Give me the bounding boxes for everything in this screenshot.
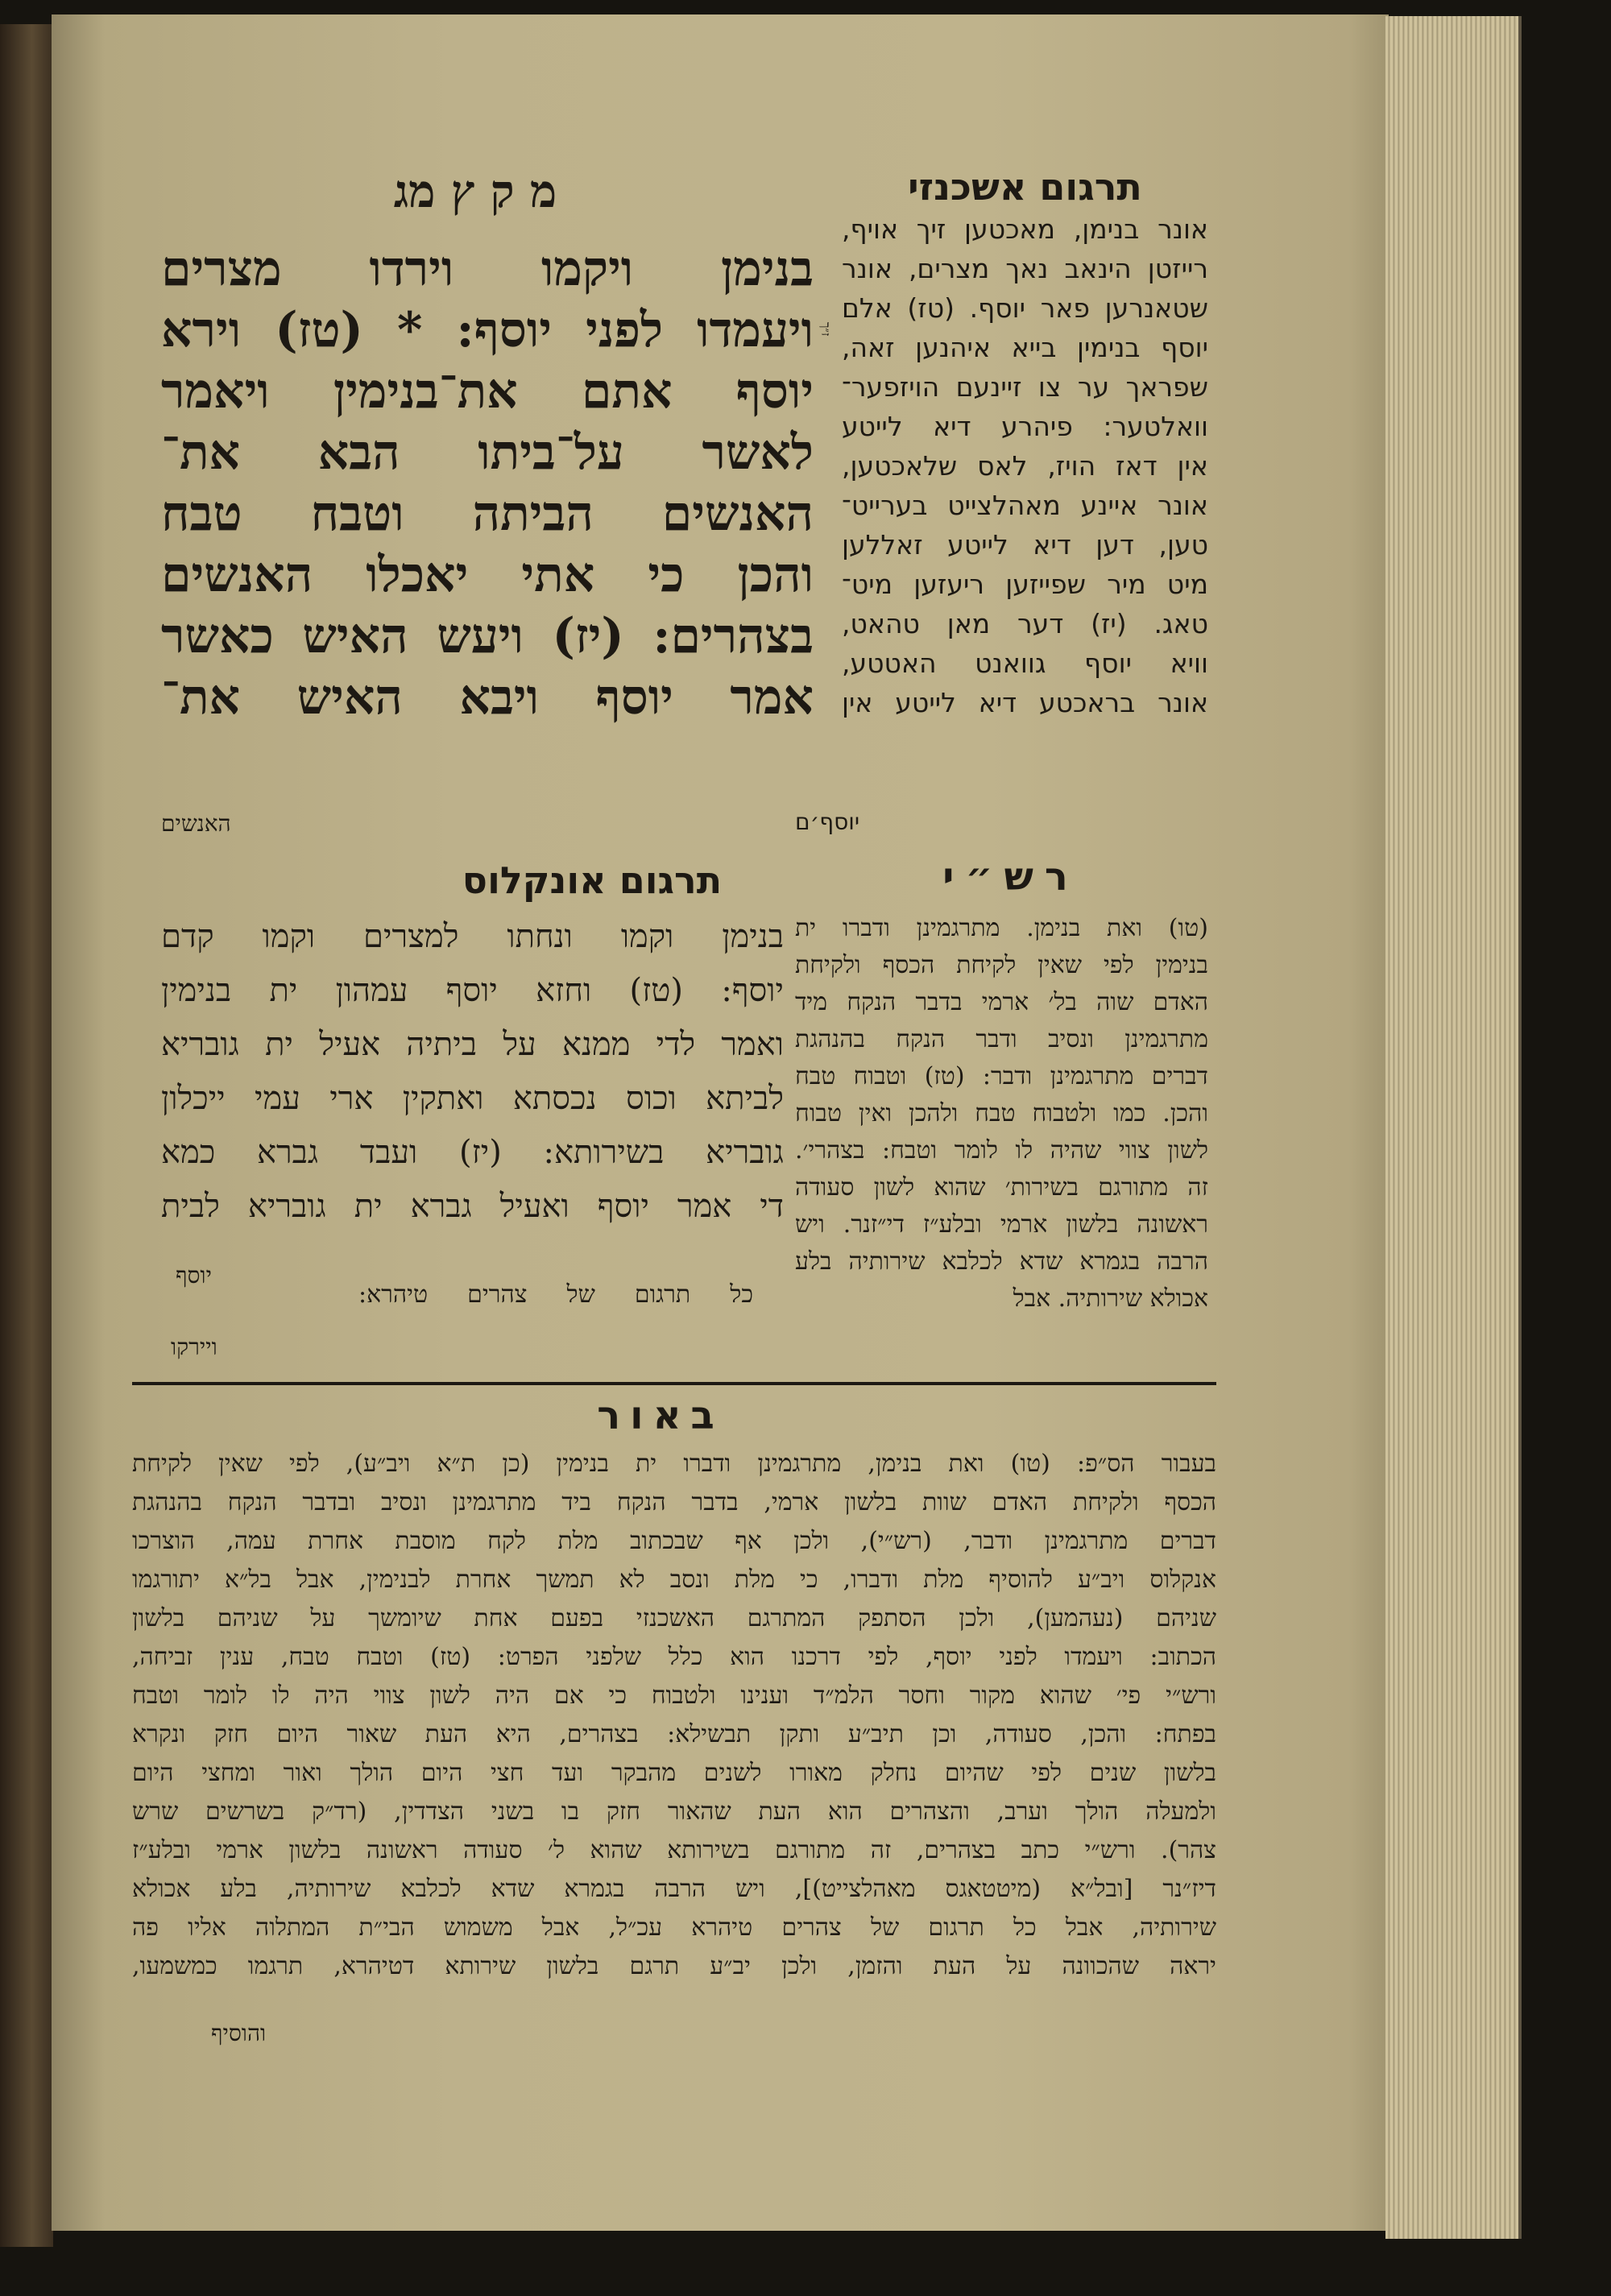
rashi-continuation: כל תרגום של צהרים טיהרא: <box>358 1280 753 1309</box>
onkelos-line: בנימן וקמו ונחתו למצרים וקמו קדם <box>161 918 784 955</box>
ashkenazi-line: מיט מיר שפייזען ריעזען מיט־ <box>842 569 1208 600</box>
biur-line: ורש״י פי׳ שהוא מקור וחסר הלמ״ד וענינו ולטבוח כי אם היה לשון צווי היה לו לומר וטבח <box>132 1682 1216 1710</box>
biur-line: יראה שהכוונה על העת והזמן, ולכן יב״ע תרגם בלשון שירותא דטיהרא, תרגמו כמשמעו, <box>132 1952 1216 1980</box>
biur-line: דברים מתרגמינן ודבר, (רש״י), ולכן אף שבכתוב מלת לקח מוסבת אחרת עמה, הוצרכו <box>132 1527 1216 1555</box>
rashi-line: לשון צווי שהיה לו לומר וטבח: בצהרי׳. <box>795 1136 1208 1165</box>
facing-page-edge <box>0 24 53 2247</box>
onkelos-line: גובריא בשירותא: (יז) ועבד גברא כמא <box>161 1134 784 1171</box>
onkelos-line: לביתא וכוס נכסתא ואתקין ארי עמי ייכלון <box>161 1080 784 1117</box>
ashkenazi-line: אונר בראכטע דיא לייטע אין <box>842 687 1208 718</box>
page-stack-edges <box>1385 16 1522 2239</box>
biur-title: באור <box>597 1393 724 1438</box>
rashi-line: הרבה בגמרא שדא לכלבא שירותיה בלע <box>795 1247 1208 1276</box>
main-text-line: אמר יוסף ויבא האיש את־ <box>161 669 814 726</box>
ashkenazi-line: רייזטן הינאב נאך מצרים, אונר <box>842 253 1208 284</box>
main-text-line: בנימן ויקמו וירדו מצרים <box>161 241 814 297</box>
ashkenazi-line: אונר בנימן, מאכטען זיך אויף, <box>842 213 1208 245</box>
rashi-line: (טו) ואת בנימן. מתרגמינן ודברו ית <box>795 914 1208 942</box>
running-header: מ ק ץ מג <box>393 165 557 218</box>
biur-line: אנקלוס ויב״ע להוסיף מלת ודברו, כי מלת ונסב לא תמשך אחרת לבנימין, אבל בל״א יתורגמו <box>132 1566 1216 1594</box>
targum-onkelos-block <box>161 910 784 1234</box>
biur-line: צהר). ורש״י כתב בצהרים, זה מתורגם בשירותא שהוא ל׳ סעודה ראשונה בלשון ארמי ובלע״ז <box>132 1836 1216 1864</box>
rashi-line: ראשונה בלשון ארמי ובלע״ז די״זנר. ויש <box>795 1210 1208 1239</box>
main-text-line: האנשים הביתה וטבח טבח <box>161 486 814 542</box>
ashkenazi-line: שפראך ער צו זיינעם הויזפער־ <box>842 371 1208 403</box>
section-divider <box>132 1382 1216 1385</box>
ashkenazi-line: אונר איינע מאהלצייט בערייט־ <box>842 490 1208 521</box>
rashi-block <box>795 910 1208 1318</box>
main-text-line: בצהרים: (יז) ויעש האיש כאשר <box>161 608 814 664</box>
main-text-block <box>161 238 814 728</box>
biur-line: הכסף ולקיחת האדם שוות בלשון ארמי, בדבר הנקח ביד מתרגמינן ונסיב ובדבר הנקח בהנהגת <box>132 1488 1216 1516</box>
ashkenazi-line: יוסף בנימין בייא איהנען זאה, <box>842 332 1208 363</box>
rashi-title: רש״י <box>942 854 1079 900</box>
ashkenazi-line: וויא יוסף גוואנט האטטע, <box>842 647 1208 679</box>
ashkenazi-line: טען, דען דיא לייטע זאללען <box>842 529 1208 561</box>
main-text-line: יוסף אתם את־בנימין ויאמר <box>161 363 814 420</box>
targum-onkelos-title: תרגום אונקלוס <box>462 858 723 902</box>
rashi-line: בנימין לפי שאין לקיחת הכסף ולקיחת <box>795 951 1208 979</box>
ashkenazi-line: אין דאז הויז, לאס שלאכטען, <box>842 450 1208 482</box>
ashkenazi-catchword: יוסף׳ם <box>795 809 860 835</box>
onkelos-line: די אמר יוסף ואעיל גברא ית גובריא לבית <box>161 1188 784 1225</box>
margin-mark: ז״ך <box>818 322 833 337</box>
ashkenazi-line: שטאנרען פאר יוסף. (טז) אלם <box>842 292 1208 324</box>
biur-line: ולמעלה הולך וערב, והצהרים הוא העת שהאור חזק בו בשני הצדדין, (רד״ק בשרשים שרש <box>132 1797 1216 1826</box>
biur-line: שירותיה, אבל כל תרגום של צהרים טיהרא עכ״ל, אבל משמוש הבי״ת המתלוה אליו פה <box>132 1913 1216 1942</box>
rashi-line: אכולא שירותיה. אבל <box>1013 1285 1208 1313</box>
onkelos-line: ואמר לדי ממנא על ביתיה אעיל ית גובריא <box>161 1026 784 1063</box>
targum-ashkenazi-title: תרגום אשכנזי <box>908 165 1142 209</box>
rashi-line: דברים מתרגמינן ודבר: (טז) וטבוח טבח <box>795 1062 1208 1090</box>
onkelos-catchword: יוסף <box>176 1262 212 1289</box>
biur-line: בעבור הס״פ: (טו) ואת בנימן, מתרגמינן ודברו ית בנימין (כן ת״א ויב״ע), לפי שאין לקיחת <box>132 1450 1216 1478</box>
biur-line: דיז״נר [ובל״א (מיטטאגס מאהלצייט)], ויש הרבה בגמרא שדא לכלבא שירותיה, בלע אכולא <box>132 1875 1216 1903</box>
onkelos-line: יוסף: (טז) וחזא יוסף עמהון ית בנימין <box>161 972 784 1009</box>
main-text-line: ויעמדו לפני יוסף: * (טז) וירא <box>161 302 814 358</box>
biur-line: הכתוב: ויעמדו לפני יוסף, לפי דרכנו הוא כלל שלפני הפרט: (טז) וטבח טבח, ענין זביחה, <box>132 1643 1216 1671</box>
biur-catchword: והוסיף <box>211 2020 267 2046</box>
ashkenazi-line: טאג. (יז) דער מאן טהאט, <box>842 608 1208 639</box>
main-text-line: לאשר על־ביתו הבא את־ <box>161 424 814 481</box>
biur-line: בפתח: והכן, סעודה, וכן תיב״ע ותקן תבשילא: בצהרים, היא העת שאור היום חזק ונקרא <box>132 1720 1216 1748</box>
targum-ashkenazi-block <box>842 209 1208 722</box>
ashkenazi-line: וואלטער: פיהרע דיא לייטע <box>842 411 1208 442</box>
biur-line: בלשון שנים לפי שהיום נחלק מאורו לשנים מהבקר ועד חצי היום הולך ואור ומחצי היום <box>132 1759 1216 1787</box>
rashi-line: האדם שוה בל׳ ארמי בדבר הנקח מיד <box>795 988 1208 1016</box>
biur-line: שניהם (נעהמען), ולכן הסתפק המתרגם האשכנזי בפעם אחת שיומשך על שניהם בלשון <box>132 1604 1216 1632</box>
rashi-line: מתרגמינן ונסיב ודבר הנקח בהנהגת <box>795 1025 1208 1053</box>
rashi-line: והכן. כמו ולטבוח טבח ולהכן ואין טבוח <box>795 1099 1208 1127</box>
main-text-line: והכן כי אתי יאכלו האנשים <box>161 547 814 603</box>
main-catchword: האנשים <box>161 810 231 837</box>
section-catchword: ויירקו <box>171 1334 217 1360</box>
rashi-line: זה מתורגם בשירות׳ שהוא לשון סעודה <box>795 1173 1208 1202</box>
biur-block <box>132 1445 1216 1986</box>
